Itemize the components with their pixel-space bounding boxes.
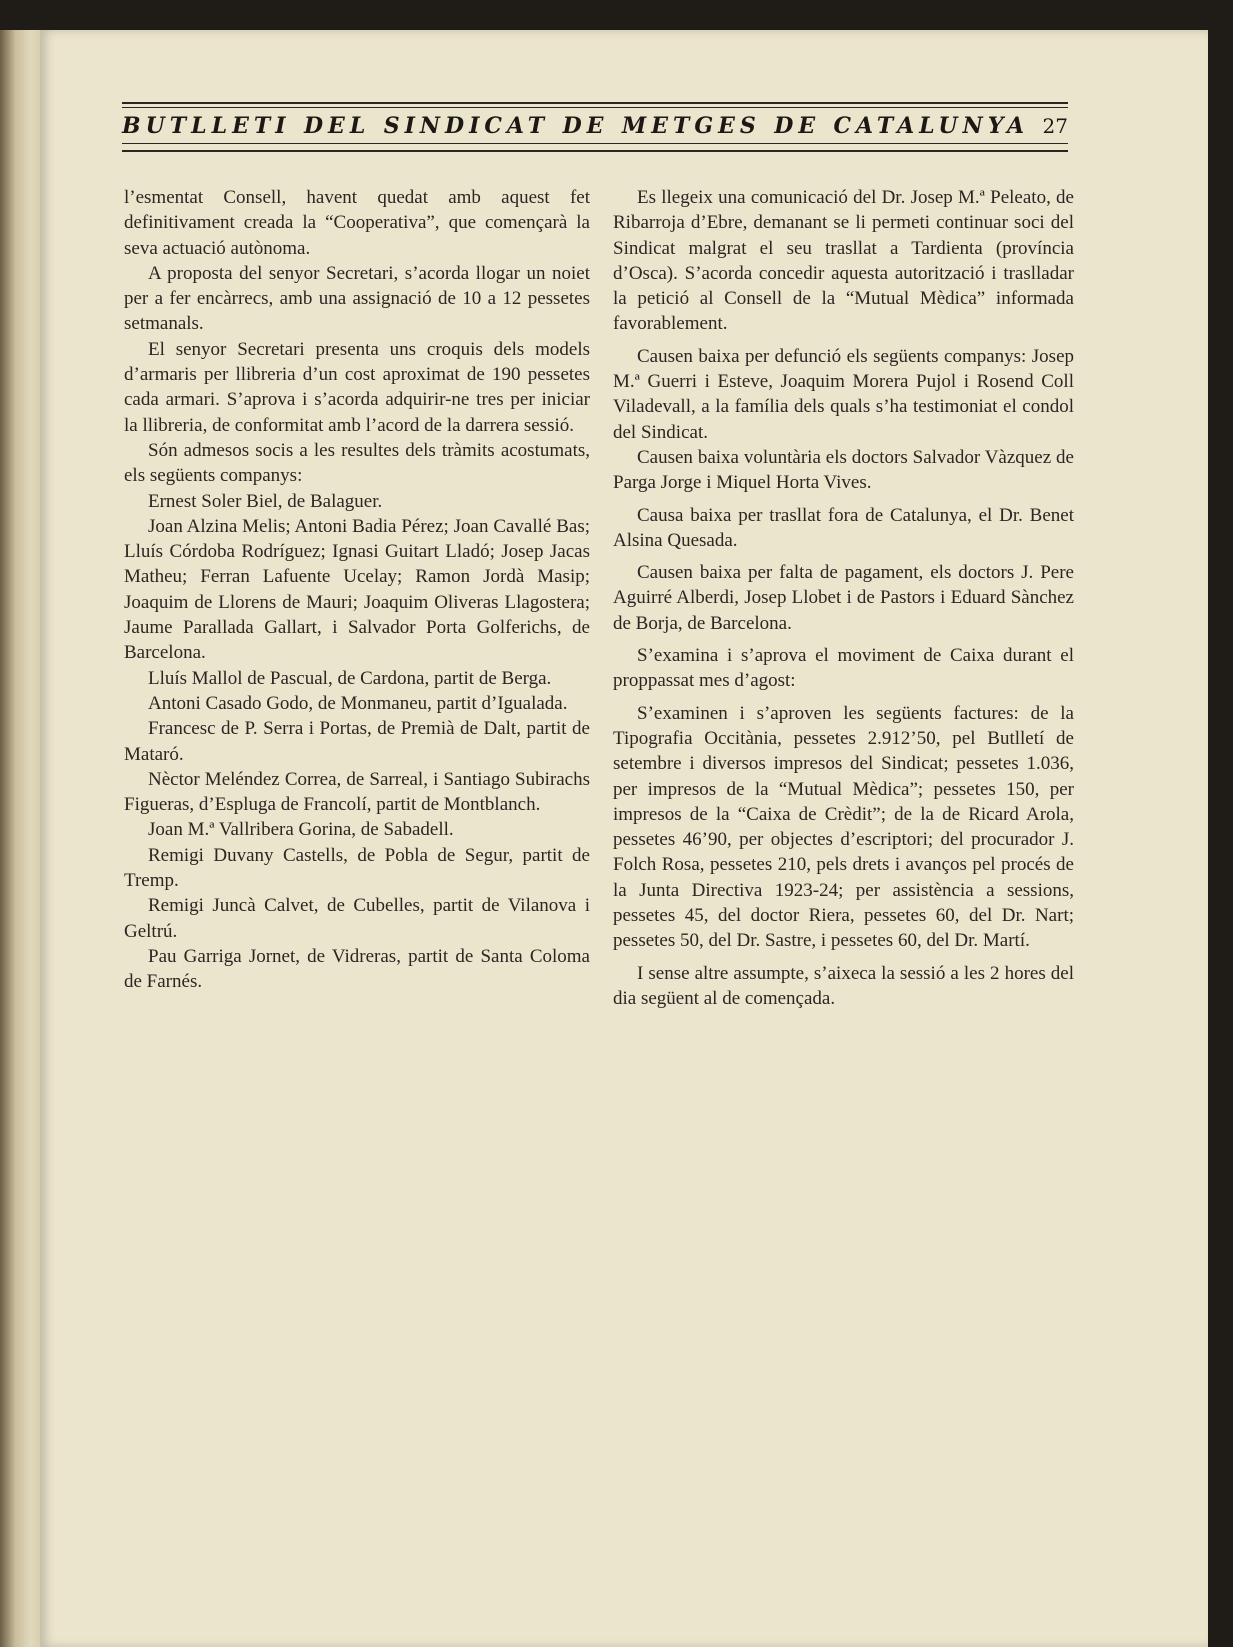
title-word: DE [774,113,821,139]
paragraph: Causen baixa per defunció els següents companys: Josep M.ª Guerri i Esteve, Joaquim Morera Pujol i Rosend Coll Viladevall, a la família dels quals s’ha testimoniat el condol del Sindicat. [613,345,1074,443]
title-word: DEL [303,113,371,139]
title-word: METGES [621,113,761,139]
paragraph: Es llegeix una comunicació del Dr. Josep M.ª Peleato, de Ribarroja d’Ebre, demanant se li permeti continuar soci del Sindicat malgrat el seu trasllat a Tardienta (província d’Osca). S’acorda concedir aquesta autorització i traslladar la petició al Consell de la “Mutual Mèdica” informada favorablement. [613,187,1074,335]
paragraph: El senyor Secretari presenta uns croquis dels models d’armaris per llibreria d’un cost aproximat de 190 pessetes cada armari. S’aprova i s’acorda adquirir-ne tres per iniciar la llibreria, de conformitat amb l’acord de la darrera sessió. [124,338,590,436]
right-column [613,185,1074,1018]
title-word: SINDICAT [383,113,550,139]
header-rule-top-thin [122,107,1068,108]
paragraph: Joan M.ª Vallribera Gorina, de Sabadell. [148,819,454,841]
paragraph: S’examina i s’aprova el moviment de Caixa durant el proppassat mes d’agost: [613,645,1074,692]
paragraph: A proposta del senyor Secretari, s’acorda llogar un noiet per a fer encàrrecs, amb una assignació de 10 a 12 pessetes setmanals. [124,262,590,335]
paragraph: S’examinen i s’aproven les següents factures: de la Tipografia Occitània, pessetes 2.912’50, pel Butlletí de setembre i diversos impresos del Sindicat; pessetes 1.036, per impresos de la “Mutual Mèdica”; pessetes 150, per impresos de la “Caixa de Crèdit”; de la de Ricard Arola, pessetes 46’90, per objectes d’escriptori; del procurador J. Folch Rosa, pessetes 210, pels drets i avanços pel procés de la Junta Directiva 1923-24; per assistència a sessions, pessetes 45, del doctor Riera, pessetes 60, del Dr. Nart; pessetes 50, del Dr. Sastre, i pessetes 60, del Dr. Martí. [613,702,1074,952]
paragraph: Francesc de P. Serra i Portas, de Premià de Dalt, partit de Mataró. [124,718,590,765]
paragraph: Causen baixa voluntària els doctors Salvador Vàzquez de Parga Jorge i Miquel Horta Vives. [613,446,1074,494]
left-column [124,185,590,995]
paragraph: Remigi Duvany Castells, de Pobla de Segur, partit de Tremp. [124,844,590,892]
running-header [122,99,1068,167]
paragraph: Antoni Casado Godo, de Monmaneu, partit d’Igualada. [148,692,568,714]
paragraph: Són admesos socis a les resultes dels tràmits acostumats, els següents companys: [124,439,590,487]
title-word: CATALUNYA [833,113,1030,139]
journal-title [122,113,1068,139]
paragraph: Causen baixa per falta de pagament, els doctors J. Pere Aguirré Alberdi, Josep Llobet i de Pastors i Eduard Sànchez de Borja, de Barcelona. [613,562,1074,634]
paragraph: Ernest Soler Biel, de Balaguer. [148,490,383,512]
title-word: DE [562,113,609,139]
paragraph: Nèctor Meléndez Correa, de Sarreal, i Santiago Subirachs Figueras, d’Espluga de Francolí, partit de Montblanch. [124,768,590,816]
page-number: 27 [1042,114,1068,138]
page-edge-shadow [1208,0,1233,1647]
paragraph: l’esmentat Consell, havent quedat amb aquest fet definitivament creada la “Cooperativa”, que començarà la seva actuació autònoma. [124,187,590,259]
header-rule-bottom [122,150,1068,152]
header-rule-top [122,102,1068,104]
paragraph: Causa baixa per trasllat fora de Catalunya, el Dr. Benet Alsina Quesada. [613,504,1074,551]
paragraph: I sense altre assumpte, s’aixeca la sessió a les 2 hores del dia següent al de començada. [613,962,1074,1009]
paragraph: Remigi Juncà Calvet, de Cubelles, partit de Vilanova i Geltrú. [124,895,590,942]
paragraph: Lluís Mallol de Pascual, de Cardona, partit de Berga. [148,667,552,689]
book-spine [0,30,44,1647]
paragraph: Joan Alzina Melis; Antoni Badia Pérez; Joan Cavallé Bas; Lluís Córdoba Rodríguez; Ignasi Guitart Lladó; Josep Jacas Matheu; Ferran Lafuente Ucelay; Ramon Jordà Masip; Joaquim de Llorens de Mauri; Joaquim Oliveras Llagostera; Jaume Parallada Gallart, i Salvador Porta Golferichs, de Barcelona. [124,515,590,664]
paragraph: Pau Garriga Jornet, de Vidreras, partit de Santa Coloma de Farnés. [124,945,590,993]
header-rule-bottom-thin [122,143,1068,144]
title-word: BUTLLETI [122,113,291,139]
